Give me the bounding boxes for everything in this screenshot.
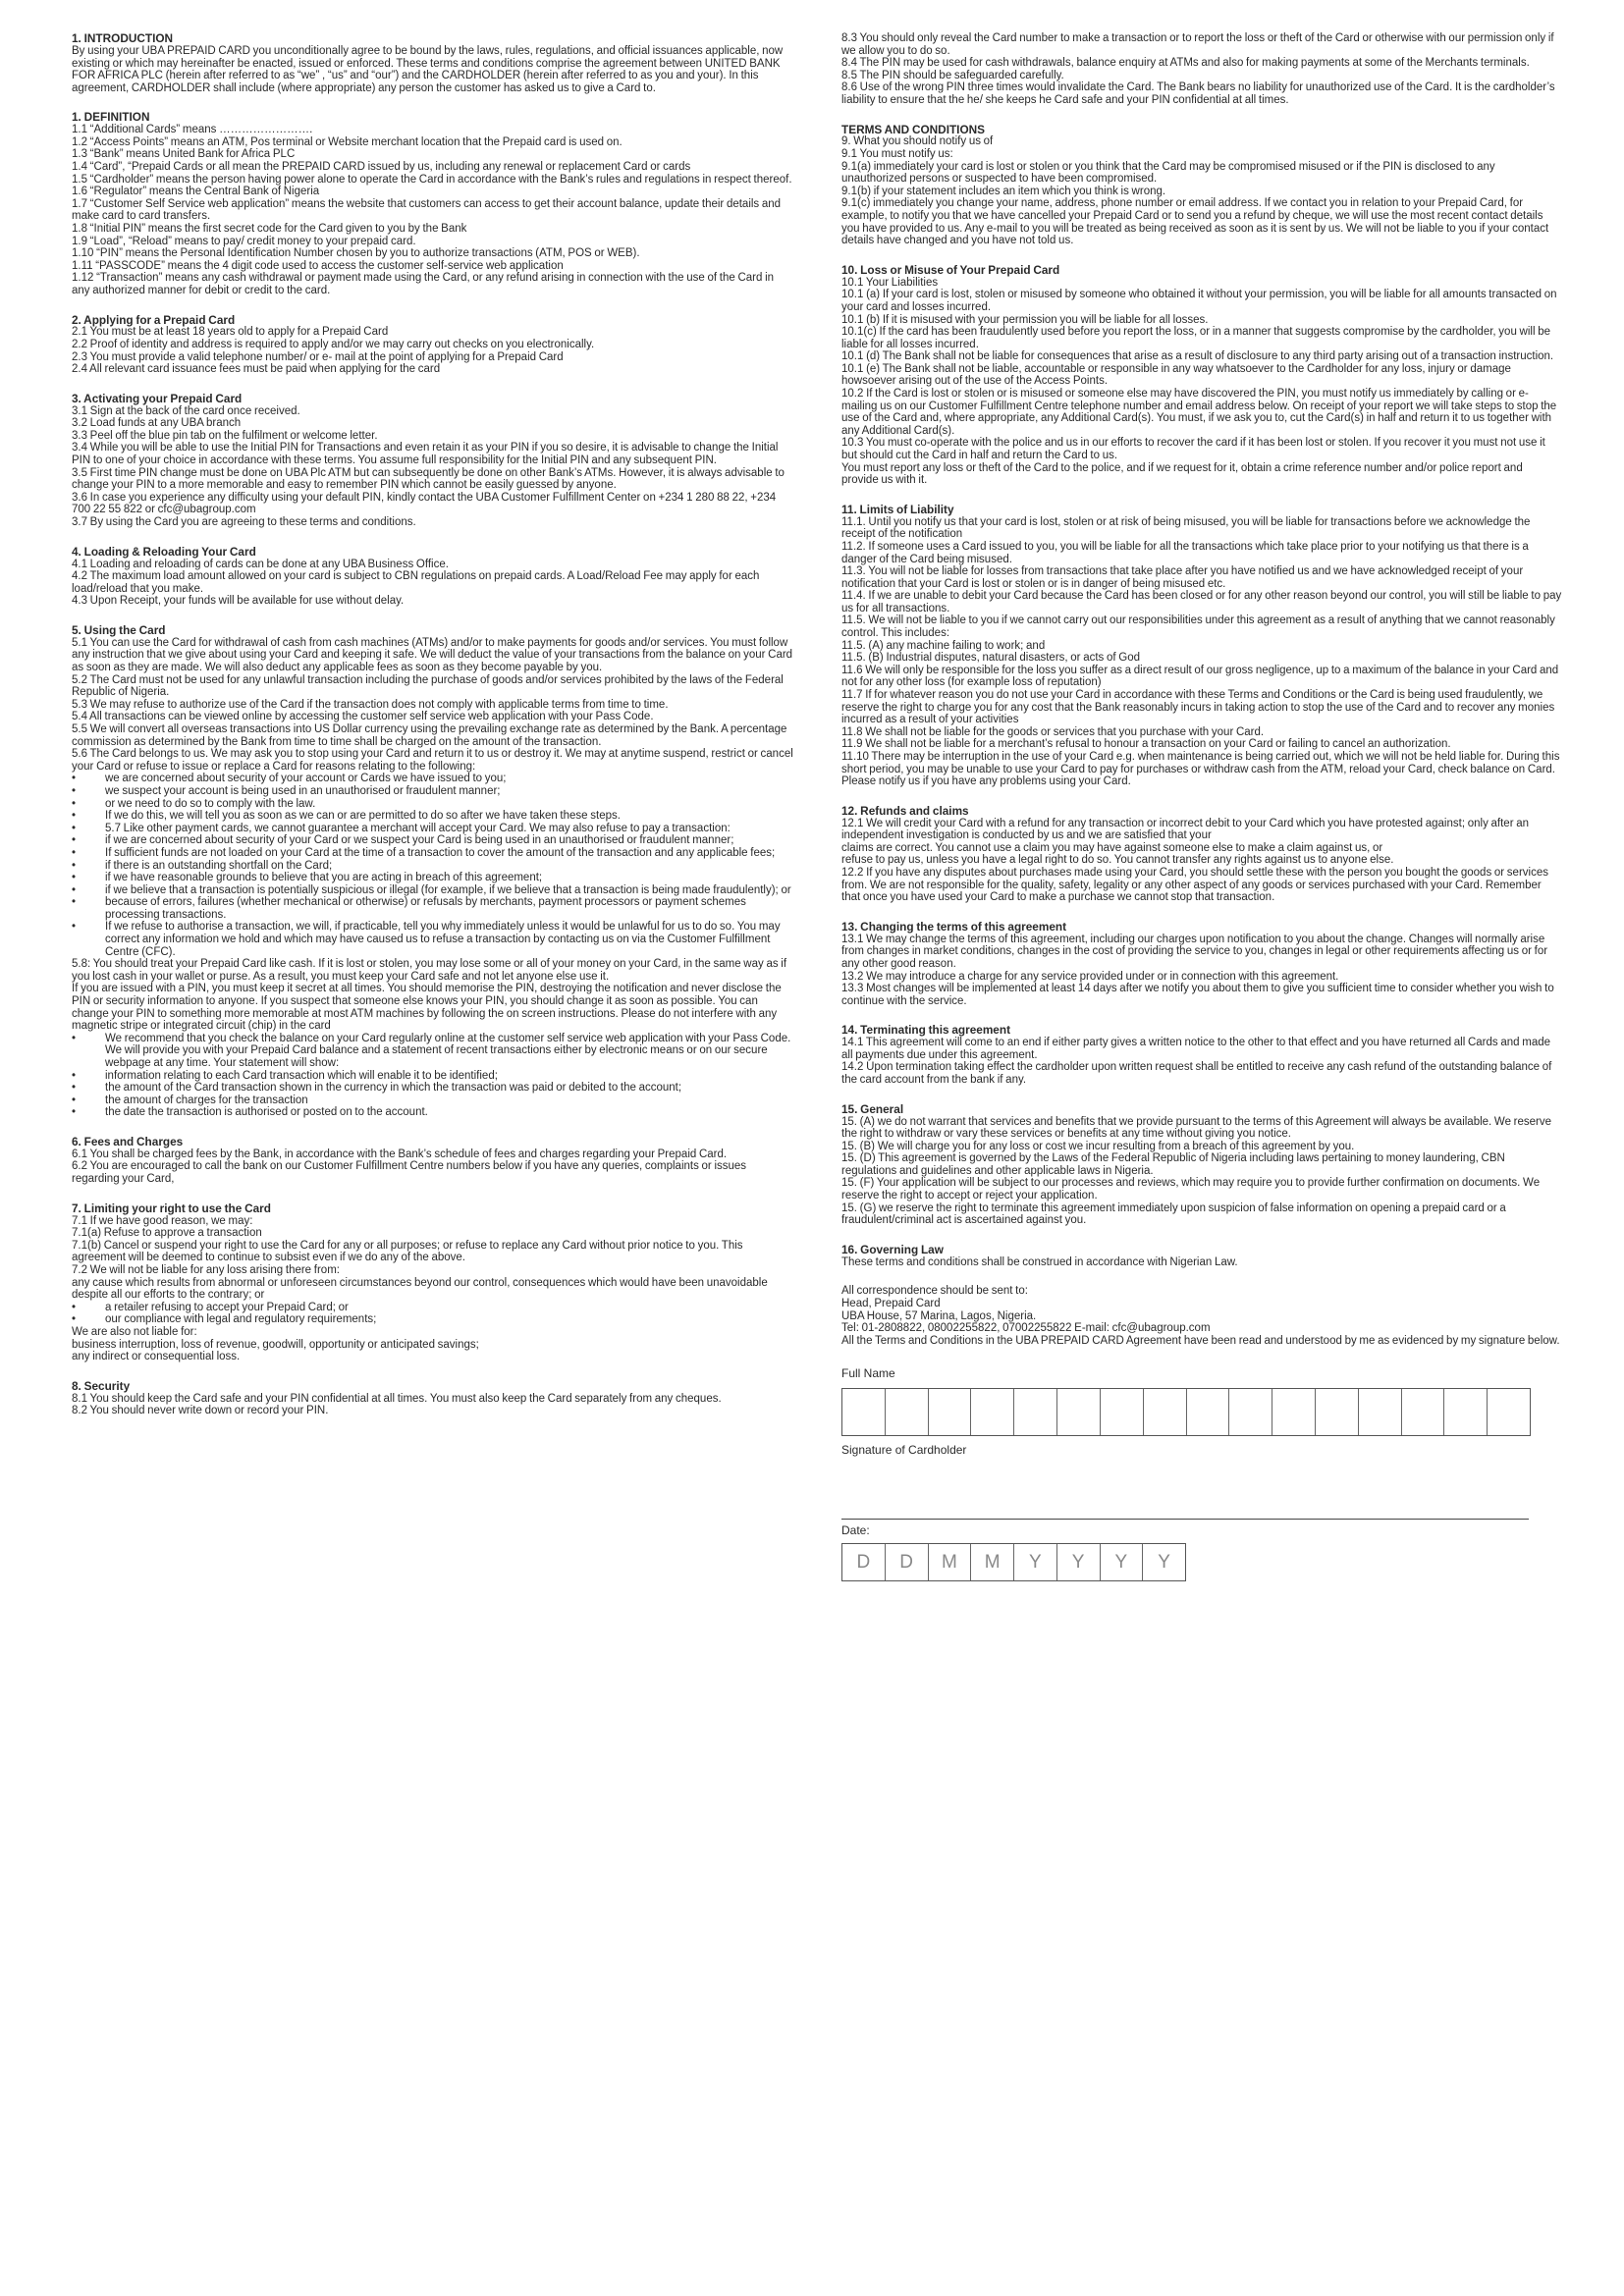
bullet-item xyxy=(72,1070,793,1083)
name-char-cell[interactable] xyxy=(1488,1389,1530,1435)
name-char-cell[interactable] xyxy=(929,1389,972,1435)
paragraph: 2.2 Proof of identity and address is required to apply and/or we may carry out checks on you electronically. xyxy=(72,339,595,350)
paragraph: 11.5. We will not be liable to you if we cannot carry out our responsibilities under this agreement as a result of anything that we cannot reasonably control. This includes: xyxy=(841,614,1555,640)
paragraph: 11.4. If we are unable to debit your Card because the Card has been closed or for any other reason beyond our control, you will still be liable to pay us for all transactions. xyxy=(841,590,1562,614)
signature-block xyxy=(841,1366,1562,1581)
section xyxy=(841,1244,1562,1269)
bullet-icon: • xyxy=(72,810,77,823)
section xyxy=(72,1136,793,1186)
section-heading: 15. General xyxy=(841,1101,904,1116)
paragraph: Tel: 01-2808822, 08002255822, 07002255822 E-mail: cfc@ubagroup.com xyxy=(841,1322,1211,1335)
bullet-text: the amount of charges for the transaction xyxy=(105,1094,308,1106)
section xyxy=(841,1024,1562,1086)
name-char-cell[interactable] xyxy=(1359,1389,1402,1435)
paragraph: Head, Prepaid Card xyxy=(841,1297,941,1309)
paragraph: 7.1(a) Refuse to approve a transaction xyxy=(72,1227,262,1240)
right-column xyxy=(841,32,1562,1581)
paragraph: 8.3 You should only reveal the Card number to make a transaction or to report the loss or theft of the Card or otherwise with our permission only if we allow you to do so. xyxy=(841,32,1554,57)
paragraph: 11.5. (A) any machine failing to work; and xyxy=(841,639,1046,652)
bullet-icon: • xyxy=(72,822,77,834)
paragraph: 1.8 “Initial PIN” means the first secret code for the Card given to you by the Bank xyxy=(72,222,467,235)
paragraph: 2.1 You must be at least 18 years old to apply for a Prepaid Card xyxy=(72,326,389,339)
paragraph: 15. (F) Your application will be subject to our processes and reviews, which may require you to provide further confirmation on documents. We reserve the right to accept or reject your application. xyxy=(841,1177,1541,1202)
paragraph: 9. What you should notify us of xyxy=(841,135,994,148)
paragraph: 5.3 We may refuse to authorize use of the Card if the transaction does not comply with applicable terms from time to time. xyxy=(72,698,669,711)
paragraph: 11.2. If someone uses a Card issued to you, you will be liable for all the transactions which take place prior to your notifying us that there is a danger of the Card being misused. xyxy=(841,540,1529,565)
section-heading: 12. Refunds and claims xyxy=(841,803,969,818)
paragraph: 14.1 This agreement will come to an end if either party gives a written notice to the other to that effect and you have returned all Cards and made all payments due under this agreement. xyxy=(841,1037,1550,1061)
section-heading: 10. Loss or Misuse of Your Prepaid Card xyxy=(841,262,1060,277)
paragraph: 8.1 You should keep the Card safe and your PIN confidential at all times. You must also keep the Card separately from any cheques. xyxy=(72,1392,722,1405)
paragraph: 9.1(c) immediately you change your name, address, phone number or email address. If we contact you in relation to your Prepaid Card, for example, to notify you that we have cancelled your Prepaid Card or to send you a refund by cheque, we will use the most recent contact details you have provided to us. Any e-mail to you will be treated as being received as soon as it is sent by us. We will not be liable to you if your contact details have changed and you have not told us. xyxy=(841,197,1549,247)
paragraph: You must report any loss or theft of the Card to the police, and if we request for it, obtain a crime reference number and/or police report and provide us with it. xyxy=(841,461,1523,487)
name-char-cell[interactable] xyxy=(1316,1389,1359,1435)
bullet-item xyxy=(72,773,793,785)
paragraph: 8.4 The PIN may be used for cash withdrawals, balance enquiry at ATMs and also for making payments at some of the Merchants terminals. xyxy=(841,57,1530,70)
paragraph: All the Terms and Conditions in the UBA PREPAID CARD Agreement have been read and understood by me as evidenced by my signature below. xyxy=(841,1334,1560,1347)
paragraph: 12.1 We will credit your Card with a refund for any transaction or incorrect debit to your Card which you have protested against; only after an independent investigation is conducted by us and we are satisfied that your xyxy=(841,817,1530,842)
name-char-cell[interactable] xyxy=(971,1389,1014,1435)
paragraph: 11.8 We shall not be liable for the goods or services that you purchase with your Card. xyxy=(841,725,1265,738)
section-heading: 7. Limiting your right to use the Card xyxy=(72,1201,271,1215)
paragraph: 1.11 “PASSCODE” means the 4 digit code used to access the customer self-service web application xyxy=(72,259,564,272)
date-cell[interactable]: Y xyxy=(1158,1551,1170,1573)
paragraph: 1.4 “Card”, “Prepaid Cards or all mean the PREPAID CARD issued by us, including any renewal or replacement Card or cards xyxy=(72,160,691,173)
section xyxy=(72,111,793,296)
section-heading: 13. Changing the terms of this agreement xyxy=(841,919,1067,934)
bullet-icon: • xyxy=(72,896,77,909)
paragraph: 1.5 “Cardholder” means the person having power alone to operate the Card in accordance with the Bank’s rules and regulations in respect thereof. xyxy=(72,173,792,186)
paragraph: 11.7 If for whatever reason you do not use your Card in accordance with these Terms and Conditions or the Card is being used fraudulently, we reserve the right to charge you for any cost that the Bank reasonably incurs in taking action to stop the use of the Card and to recover any monies incurred as a result of your activities xyxy=(841,689,1555,726)
date-cell[interactable]: Y xyxy=(1101,1544,1144,1580)
name-char-cell[interactable] xyxy=(1014,1389,1057,1435)
left-column xyxy=(72,32,793,1434)
section xyxy=(841,32,1562,107)
paragraph: 6.1 You shall be charged fees by the Bank, in accordance with the Bank’s schedule of fees and charges regarding your Prepaid Card. xyxy=(72,1148,728,1160)
right-sections xyxy=(841,32,1562,1347)
paragraph: 3.4 While you will be able to use the Initial PIN for Transactions and even retain it as your PIN if you so desire, it is advisable to change the Initial PIN to one of your choice in accordance with these terms. You assume full responsibility for the Initial PIN and any subsequent PIN. xyxy=(72,442,779,467)
paragraph: 1.9 “Load”, “Reload” means to pay/ credit money to your prepaid card. xyxy=(72,235,416,247)
bullet-item xyxy=(72,1106,793,1119)
name-char-cell[interactable] xyxy=(1144,1389,1187,1435)
paragraph: If you are issued with a PIN, you must keep it secret at all times. You should memorise the PIN, destroying the notification and never disclose the PIN or security information to anyone. If you suspect that someone else knows your PIN, you should change it as soon as possible. You can change your PIN to something more memorable at most ATM machines by following the on screen instructions. Please do not interfere with any magnetic stripe or integrated circuit (chip) in the card xyxy=(72,983,782,1033)
paragraph: 10.1 (a) If your card is lost, stolen or misused by someone who obtained it without your permission, you will be liable for all amounts transacted on your card and losses incurred. xyxy=(841,289,1557,313)
paragraph: 3.7 By using the Card you are agreeing to these terms and conditions. xyxy=(72,516,416,529)
paragraph: claims are correct. You cannot use a claim you may have against someone else to make a claim against us, or xyxy=(841,841,1383,854)
name-char-cell[interactable] xyxy=(842,1389,886,1435)
name-char-cell[interactable] xyxy=(1229,1389,1272,1435)
section-heading: 2. Applying for a Prepaid Card xyxy=(72,312,236,327)
bullet-item xyxy=(72,896,793,921)
paragraph: 10.2 If the Card is lost or stolen or is misused or someone else may have discovered the PIN, you must notify us immediately by calling or e-mailing us on our Customer Fulfillment Centre telephone number and email address below. On receipt of your report we will take steps to stop the use of the Card and, where appropriate, any Additional Card(s). You must, if we ask you to, cut the Card(s) in half and return it to us together with any Additional Card(s). xyxy=(841,388,1557,437)
name-char-cell[interactable] xyxy=(1402,1389,1445,1435)
paragraph: 13.2 We may introduce a charge for any service provided under or in connection with this agreement. xyxy=(841,970,1339,983)
paragraph: 5.8: You should treat your Prepaid Card like cash. If it is lost or stolen, you may lose some or all of your money on your Card, in the same way as if you lost cash in your wallet or purse. As a result, you must keep your Card safe and not let anyone else use it. xyxy=(72,958,787,983)
paragraph: 1.6 “Regulator” means the Central Bank of Nigeria xyxy=(72,186,320,198)
paragraph: 1.12 “Transaction” means any cash withdrawal or payment made using the Card, or any refund arising in connection with the use of the Card in any authorized manner for debit or credit to the card. xyxy=(72,272,775,296)
paragraph: 3.2 Load funds at any UBA branch xyxy=(72,417,242,430)
bullet-icon: • xyxy=(72,1301,77,1313)
bullet-icon: • xyxy=(72,859,77,872)
bullet-item xyxy=(72,1095,793,1107)
paragraph: 1.1 “Additional Cards” means ……………………. xyxy=(72,124,313,136)
paragraph: 8.5 The PIN should be safeguarded carefully. xyxy=(841,69,1064,81)
bullet-icon: • xyxy=(72,883,77,896)
bullet-text: information relating to each Card transaction which will enable it to be identified; xyxy=(105,1069,498,1082)
bullet-text: because of errors, failures (whether mechanical or otherwise) or refusals by merchants, payment processors or payment schemes processing transactions. xyxy=(105,896,746,921)
bullet-icon: • xyxy=(72,834,77,847)
paragraph: 3.1 Sign at the back of the card once received. xyxy=(72,404,300,417)
paragraph: business interruption, loss of revenue, goodwill, opportunity or anticipated savings; xyxy=(72,1338,479,1351)
bullet-icon: • xyxy=(72,872,77,884)
date-field[interactable] xyxy=(841,1543,1186,1581)
section-heading: 1. INTRODUCTION xyxy=(72,31,174,45)
section-heading: 16. Governing Law xyxy=(841,1242,944,1256)
paragraph: UBA House, 57 Marina, Lagos, Nigeria. xyxy=(841,1309,1037,1322)
paragraph: 2.4 All relevant card issuance fees must be paid when applying for the card xyxy=(72,363,441,376)
paragraph: 7.2 We will not be liable for any loss arising there from: xyxy=(72,1263,340,1276)
bullet-text: the amount of the Card transaction shown in the currency in which the transaction was paid or debited to the account; xyxy=(105,1082,682,1095)
paragraph: 15. (G) we reserve the right to terminate this agreement immediately upon suspicion of false information on opening a prepaid card or a fraudulent/criminal act is ascertained against you. xyxy=(841,1201,1506,1227)
bullet-text: 5.7 Like other payment cards, we cannot guarantee a merchant will accept your Card. We may also refuse to pay a transaction: xyxy=(105,822,731,834)
paragraph: 11.1. Until you notify us that your card is lost, stolen or at risk of being misused, you will be liable for transactions before we acknowledge the receipt of the notification xyxy=(841,515,1531,541)
section-heading: 1. DEFINITION xyxy=(72,110,150,125)
bullet-item xyxy=(72,1302,793,1314)
paragraph: 11.9 We shall not be liable for a merchant’s refusal to honour a transaction on your Card or failing to cancel an authorization. xyxy=(841,738,1451,751)
date-cell[interactable]: D xyxy=(842,1544,886,1580)
paragraph: any indirect or consequential loss. xyxy=(72,1351,241,1363)
paragraph: 10.3 You must co-operate with the police and us in our efforts to recover the card if it has been lost or stolen. If you recover it you must not use it but should cut the Card in half and return the Card to us. xyxy=(841,437,1545,462)
paragraph: 3.3 Peel off the blue pin tab on the fulfilment or welcome letter. xyxy=(72,429,378,442)
name-char-cell[interactable] xyxy=(1057,1389,1101,1435)
bullet-text: If sufficient funds are not loaded on your Card at the time of a transaction to cover the amount of the transaction and any applicable fees; xyxy=(105,846,776,859)
date-cell[interactable]: Y xyxy=(1014,1544,1057,1580)
paragraph: 13.1 We may change the terms of this agreement, including our charges upon notification to you about the change. Changes will normally arise from changes in market conditions, changes in the cost of providing the service to you, changes in legal or other requirements affecting us or for any other good reason. xyxy=(841,933,1548,970)
bullet-item xyxy=(72,847,793,860)
bullet-icon: • xyxy=(72,1032,77,1044)
paragraph: 8.6 Use of the wrong PIN three times would invalidate the Card. The Bank bears no liability for unauthorized use of the Card. It is the cardholder’s liability to ensure that the he/ she keeps he Card safe and your PIN confidential at all times. xyxy=(841,81,1555,106)
paragraph: 10.1 Your Liabilities xyxy=(841,276,939,289)
section-heading: 6. Fees and Charges xyxy=(72,1134,184,1148)
paragraph: 10.1 (b) If it is misused with your permission you will be liable for all losses. xyxy=(841,313,1209,326)
paragraph: 9.1(b) if your statement includes an item which you think is wrong. xyxy=(841,185,1166,197)
paragraph: 14.2 Upon termination taking effect the cardholder upon written request shall be entitled to receive any cash refund of the outstanding balance of the card account from the bank if any. xyxy=(841,1061,1552,1086)
section xyxy=(841,124,1562,247)
bullet-icon: • xyxy=(72,846,77,859)
section-heading: 11. Limits of Liability xyxy=(841,502,954,516)
bullet-text: the date the transaction is authorised or posted on to the account. xyxy=(105,1106,428,1119)
bullet-text: if there is an outstanding shortfall on the Card; xyxy=(105,859,333,872)
bullet-text: If we refuse to authorise a transaction, we will, if practicable, tell you why immediately unless it would be unlawful for us to do so. You may correct any information we hold and which may have caused us to refuse a transaction by contacting us on via the Customer Fulfillment Centre (CFC). xyxy=(105,921,781,958)
paragraph: 5.5 We will convert all overseas transactions into US Dollar currency using the prevailing exchange rate as determined by the Bank. A percentage commission as determined by the Bank from time to time shall be charged on the amount of the transaction. xyxy=(72,722,787,748)
section xyxy=(841,1285,1562,1347)
bullet-icon: • xyxy=(72,921,77,934)
bullet-text: or we need to do so to comply with the law. xyxy=(105,797,316,810)
paragraph: 15. (D) This agreement is governed by the Laws of the Federal Republic of Nigeria including laws pertaining to money laundering, CBN regulations and guidelines and other applicable laws in Nigeria. xyxy=(841,1152,1505,1177)
paragraph: 2.3 You must provide a valid telephone number/ or e- mail at the point of applying for a Prepaid Card xyxy=(72,350,564,363)
paragraph: All correspondence should be sent to: xyxy=(841,1285,1028,1298)
paragraph: 1.2 “Access Points” means an ATM, Pos terminal or Website merchant location that the Prepaid card is used on. xyxy=(72,135,623,148)
paragraph: refuse to pay us, unless you have a legal right to do so. You cannot transfer any rights against us to anyone else. xyxy=(841,854,1394,867)
section xyxy=(72,1380,793,1417)
bullet-text: a retailer refusing to accept your Prepaid Card; or xyxy=(105,1301,349,1313)
bullet-text: if we are concerned about security of your Card or we suspect your Card is being used in an unauthorised or fraudulent manner; xyxy=(105,834,734,847)
bullet-item xyxy=(72,834,793,847)
paragraph: By using your UBA PREPAID CARD you unconditionally agree to be bound by the laws, rules, regulations, and official issuances applicable, now existing or which may hereinafter be enacted, issued or enforced. These terms and conditions comprise the agreement between UNITED BANK FOR AFRICA PLC (herein after referred to as “we” , “us” and “our”) and the CARDHOLDER (herein after referred to as you and your). In this agreement, CARDHOLDER shall include (where appropriate) any person the customer has asked us to give a Card to. xyxy=(72,44,784,94)
section xyxy=(72,393,793,529)
bullet-icon: • xyxy=(72,773,77,785)
bullet-item xyxy=(72,921,793,958)
paragraph: 4.1 Loading and reloading of cards can be done at any UBA Business Office. xyxy=(72,558,449,570)
paragraph: 13.3 Most changes will be implemented at least 14 days after we notify you about them to give you sufficient time to consider whether you wish to continue with the service. xyxy=(841,983,1554,1007)
signature-line[interactable] xyxy=(841,1519,1529,1520)
bullet-icon: • xyxy=(72,1313,77,1326)
bullet-item xyxy=(72,798,793,811)
bullet-item xyxy=(72,1313,793,1326)
section-heading: 4. Loading & Reloading Your Card xyxy=(72,544,256,559)
paragraph: 15. (B) We will charge you for any loss or cost we incur resulting from a breach of this agreement by you. xyxy=(841,1140,1355,1152)
paragraph: 3.5 First time PIN change must be done on UBA Plc ATM but can subsequently be done on other Bank’s ATMs. However, it is always advisable to change your PIN to a more memorable and easy to remember PIN which cannot be easily guessed by anyone. xyxy=(72,466,785,492)
paragraph: 11.6 We will only be responsible for the loss you suffer as a direct result of our gross negligence, up to a maximum of the balance in your Card and not for any other loss (for example loss of reputation) xyxy=(841,664,1559,689)
section-heading: 3. Activating your Prepaid Card xyxy=(72,391,243,405)
paragraph: These terms and conditions shall be construed in accordance with Nigerian Law. xyxy=(841,1255,1238,1268)
bullet-text: If we do this, we will tell you as soon as we can or are permitted to do so after we have taken these steps. xyxy=(105,810,621,823)
section-heading: TERMS AND CONDITIONS xyxy=(841,122,986,136)
paragraph: 15. (A) we do not warrant that services and benefits that we provide pursuant to the terms of this Agreement will always be available. We reserve the right to withdraw or vary these services or benefits at any time without giving you notice. xyxy=(841,1115,1552,1141)
bullet-text: we are concerned about security of your account or Cards we have issued to you; xyxy=(105,773,507,785)
full-name-field[interactable] xyxy=(841,1388,1531,1436)
bullet-text: if we have reasonable grounds to believe that you are acting in breach of this agreement; xyxy=(105,872,543,884)
bullet-text: our compliance with legal and regulatory requirements; xyxy=(105,1313,377,1326)
paragraph: 5.1 You can use the Card for withdrawal of cash from cash machines (ATMs) and/or to make payments for goods and/or services. You must follow any instruction that we give about using your Card and keeping it safe. We will deduct the value of your transactions from the balance on your Card as soon as they are made. We will also deduct any applicable fees as soon as they become payable by you. xyxy=(72,636,793,673)
paragraph: 12.2 If you have any disputes about purchases made using your Card, you should settle these with the person you bought the goods or services from. We are not responsible for the quality, safety, legality or any other aspect of any goods or services purchased with your Card. Remember that once you have used your Card to make a purchase we cannot stop that transaction. xyxy=(841,867,1548,904)
paragraph: 5.2 The Card must not be used for any unlawful transaction including the purchase of goods and/or services prohibited by the laws of the Federal Republic of Nigeria. xyxy=(72,673,784,699)
section xyxy=(841,1103,1562,1227)
section xyxy=(841,805,1562,904)
paragraph: 4.3 Upon Receipt, your funds will be available for use without delay. xyxy=(72,595,405,608)
section xyxy=(72,32,793,94)
paragraph: 8.2 You should never write down or record your PIN. xyxy=(72,1405,329,1417)
section-heading: 8. Security xyxy=(72,1378,131,1393)
bullet-icon: • xyxy=(72,784,77,797)
bullet-item xyxy=(72,823,793,835)
paragraph: 10.1 (e) The Bank shall not be liable, accountable or responsible in any way whatsoever to the Cardholder for any loss, injury or damage howsoever arising out of the use of the Access Points. xyxy=(841,362,1511,388)
paragraph: 5.6 The Card belongs to us. We may ask you to stop using your Card and return it to us or destroy it. We may at anytime suspend, restrict or cancel your Card or refuse to issue or replace a Card for reasons relating to the following: xyxy=(72,748,793,773)
full-name-label: Full Name xyxy=(841,1366,895,1381)
name-char-cell[interactable] xyxy=(1101,1389,1144,1435)
section xyxy=(72,1202,793,1363)
paragraph: 10.1 (d) The Bank shall not be liable for consequences that arise as a result of disclosure to any third party arising out of a transaction instruction. xyxy=(841,350,1554,363)
bullet-icon: • xyxy=(72,1069,77,1082)
section xyxy=(72,546,793,608)
bullet-icon: • xyxy=(72,1082,77,1095)
paragraph: 3.6 In case you experience any difficulty using your default PIN, kindly contact the UBA Customer Fulfillment Center on +234 1 280 88 22, +234 700 22 55 822 or cfc@ubagroup.com xyxy=(72,491,777,516)
paragraph: 1.3 “Bank” means United Bank for Africa PLC xyxy=(72,148,296,161)
bullet-icon: • xyxy=(72,797,77,810)
paragraph: 9.1(a) immediately your card is lost or stolen or you think that the Card may be compromised misused or if the PIN is disclosed to any unauthorized persons or suspected to have been compromised. xyxy=(841,160,1495,186)
bullet-text: if we believe that a transaction is potentially suspicious or illegal (for example, if we believe that a transaction is being made fraudulently); or xyxy=(105,883,791,896)
name-char-cell[interactable] xyxy=(1272,1389,1316,1435)
paragraph: 7.1 If we have good reason, we may: xyxy=(72,1214,253,1227)
date-cell[interactable]: M xyxy=(971,1544,1014,1580)
section xyxy=(841,264,1562,487)
section xyxy=(841,504,1562,788)
paragraph: 11.5. (B) Industrial disputes, natural disasters, or acts of God xyxy=(841,652,1141,665)
name-char-cell[interactable] xyxy=(1187,1389,1230,1435)
bullet-text: we suspect your account is being used in an unauthorised or fraudulent manner; xyxy=(105,784,501,797)
signature-label: Signature of Cardholder xyxy=(841,1443,967,1458)
paragraph: 6.2 You are encouraged to call the bank on our Customer Fulfillment Centre numbers below if you have any queries, complaints or issues regarding your Card, xyxy=(72,1160,747,1186)
bullet-item xyxy=(72,785,793,798)
bullet-item xyxy=(72,1033,793,1070)
section xyxy=(72,624,793,1119)
date-cell[interactable]: D xyxy=(886,1544,929,1580)
paragraph: any cause which results from abnormal or unforeseen circumstances beyond our control, consequences which would have been unavoidable despite all our efforts to the contrary; or xyxy=(72,1276,768,1302)
date-label: Date: xyxy=(841,1523,870,1538)
paragraph: 9.1 You must notify us: xyxy=(841,148,953,161)
date-cell[interactable]: Y xyxy=(1057,1544,1101,1580)
paragraph: 5.4 All transactions can be viewed online by accessing the customer self service web application with your Pass Code. xyxy=(72,711,654,723)
bullet-item xyxy=(72,872,793,884)
section xyxy=(841,921,1562,1007)
bullet-item xyxy=(72,1082,793,1095)
date-cell[interactable]: M xyxy=(929,1544,972,1580)
paragraph: 7.1(b) Cancel or suspend your right to use the Card for any or all purposes; or refuse to replace any Card without prior notice to you. This agreement will be deemed to continue to subsist even if we do any of the above. xyxy=(72,1239,743,1264)
paragraph: 4.2 The maximum load amount allowed on your card is subject to CBN regulations on prepaid cards. A Load/Reload Fee may apply for each load/reload that you make. xyxy=(72,570,760,595)
section xyxy=(72,314,793,376)
paragraph: 1.10 “PIN” means the Personal Identification Number chosen by you to authorize transactions (ATM, POS or WEB). xyxy=(72,247,640,260)
section-heading: 5. Using the Card xyxy=(72,622,166,637)
section-heading: 14. Terminating this agreement xyxy=(841,1023,1011,1038)
bullet-text: We recommend that you check the balance on your Card regularly online at the customer self service web application with your Pass Code. We will provide you with your Prepaid Card balance and a statement of recent transactions either by electronic means or on our secure webpage at any time. Your statement will show: xyxy=(105,1032,791,1069)
bullet-item xyxy=(72,810,793,823)
name-char-cell[interactable] xyxy=(1444,1389,1488,1435)
bullet-icon: • xyxy=(72,1094,77,1106)
paragraph: 11.10 There may be interruption in the use of your Card e.g. when maintenance is being carried out, which we will not be held liable for. During this short period, you may be unable to use your Card to pay for purchases or withdraw cash from the ATM, reload your Card, check balance on Card. Please notify us if you have any problems using your Card. xyxy=(841,751,1560,788)
name-char-cell[interactable] xyxy=(886,1389,929,1435)
bullet-item xyxy=(72,860,793,873)
bullet-item xyxy=(72,884,793,897)
paragraph: We are also not liable for: xyxy=(72,1325,197,1338)
bullet-icon: • xyxy=(72,1106,77,1119)
paragraph: 10.1(c) If the card has been fraudulently used before you report the loss, or in a manner that suggests compromise by the cardholder, you will be liable for all losses incurred. xyxy=(841,326,1550,350)
paragraph: 1.7 “Customer Self Service web application” means the website that customers can access to get their account balance, update their details and make card to card transfers. xyxy=(72,197,782,223)
paragraph: 11.3. You will not be liable for losses from transactions that take place after you have notified us and we have acknowledged receipt of your notification that your Card is lost or stolen or is in danger of being misused etc. xyxy=(841,565,1524,590)
